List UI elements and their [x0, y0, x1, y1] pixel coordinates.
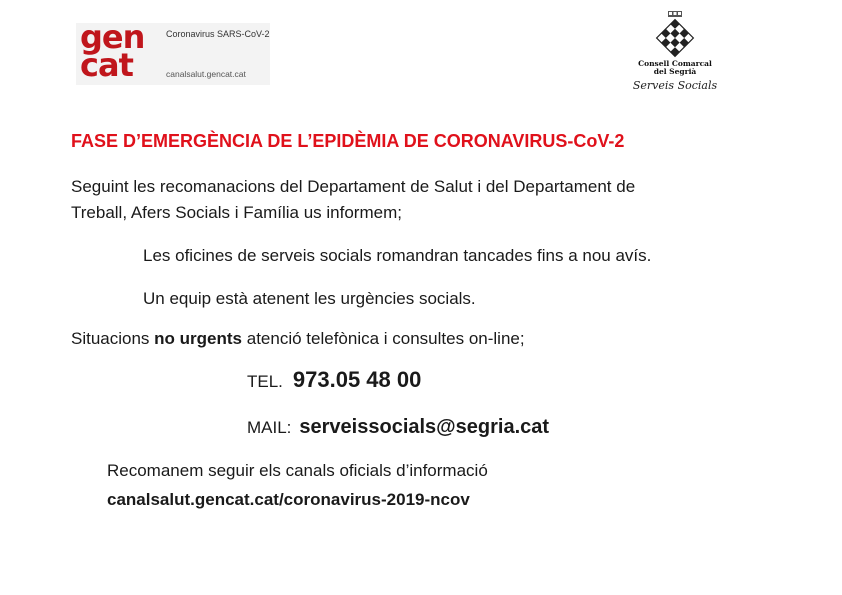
phone-contact: [247, 367, 421, 393]
page-title: FASE D’EMERGÈNCIA DE L’EPIDÈMIA DE CORONAVIRUS-CoV-2: [71, 131, 625, 151]
recommendation-text: Recomanem seguir els canals oficials d’informació: [107, 461, 488, 480]
gencat-wordmark-line2: cat: [80, 46, 133, 84]
intro-line2: Treball, Afers Socials i Família us informem;: [71, 203, 402, 222]
email-address: serveissocials@segria.cat: [299, 416, 550, 438]
gencat-wordmark: [80, 18, 145, 84]
non-urgent-line: [71, 326, 525, 352]
intro-line1: Seguint les recomanacions del Departament de Salut i del Departament de: [71, 177, 636, 196]
gencat-wordmark-line1: gen: [80, 18, 145, 56]
non-urgent-pre: Situacions: [71, 329, 155, 348]
consell-name-line1: Consell Comarcal: [638, 59, 712, 68]
gencat-subtitle: Coronavirus SARS-CoV-2: [166, 29, 270, 39]
gencat-url: canalsalut.gencat.cat: [166, 69, 246, 79]
email-label: MAIL:: [247, 418, 292, 437]
consell-name-line2: del Segrià: [653, 67, 697, 76]
notice-emergency-team: Un equip està atenent les urgències socials.: [143, 289, 476, 308]
email-contact: [247, 416, 549, 439]
consell-comarcal-logo: [620, 10, 730, 92]
non-urgent-bold: no urgents: [154, 329, 243, 348]
notice-offices-closed: Les oficines de serveis socials romandran tancades fins a nou avís.: [143, 246, 652, 265]
phone-label: TEL.: [247, 372, 283, 391]
non-urgent-post: atenció telefònica i consultes on-line;: [242, 329, 525, 348]
official-channel-link: canalsalut.gencat.cat/coronavirus-2019-ncov: [107, 490, 470, 509]
consell-subtitle: Serveis Socials: [632, 79, 718, 92]
coat-of-arms-icon: [655, 10, 695, 60]
gencat-logo: [76, 18, 270, 85]
phone-number: 973.05 48 00: [292, 367, 422, 392]
